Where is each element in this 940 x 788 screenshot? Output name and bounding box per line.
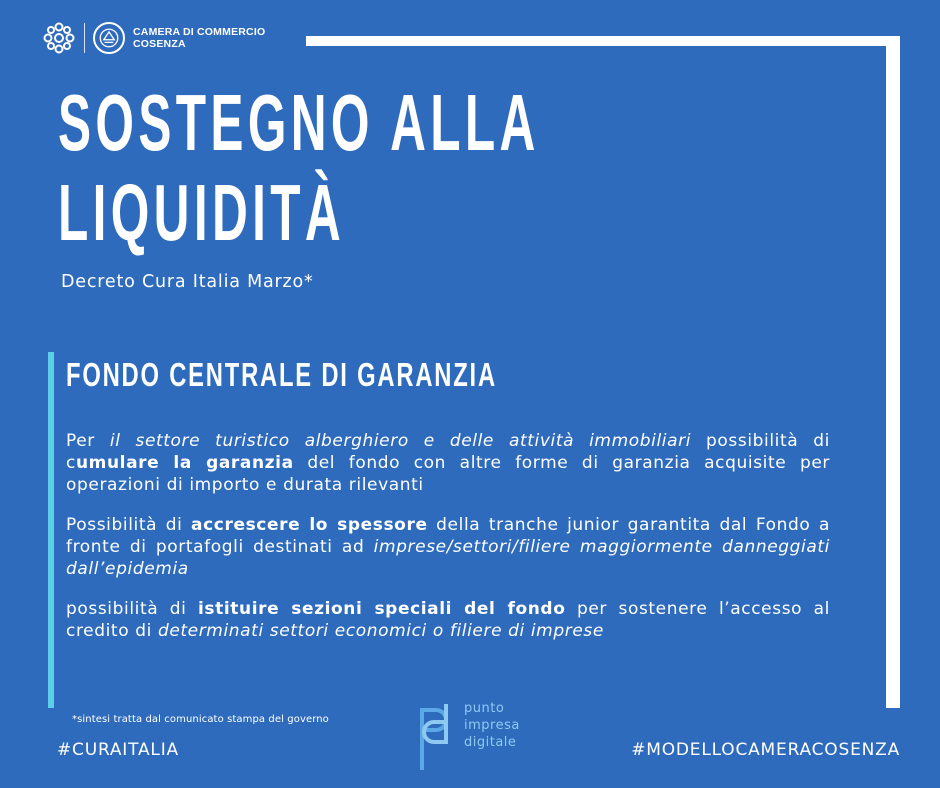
hashtag-curaitalia: #CURAITALIA	[57, 740, 179, 760]
paragraph-3	[66, 598, 830, 642]
paragraph-2	[66, 514, 830, 580]
pid-logo-icon	[416, 700, 454, 772]
title-line2: LIQUIDITÀ	[58, 168, 346, 257]
pid-logo	[416, 700, 520, 772]
seal-icon	[93, 22, 125, 54]
section-title: FONDO CENTRALE DI GARANZIA	[66, 356, 497, 393]
p2-bold: accrescere lo spessore	[191, 515, 428, 535]
frame-right-border	[886, 36, 900, 708]
paragraph-1	[66, 430, 830, 496]
section-body	[66, 430, 830, 660]
page-title	[58, 78, 678, 258]
p2-italic: imprese/settori/filiere maggiormente danneggiati dall’epidemia	[66, 537, 830, 579]
pid-line1: punto	[464, 701, 505, 716]
p2-text-a: Possibilità di	[66, 515, 192, 535]
logo-divider	[84, 23, 85, 53]
org-name	[133, 26, 265, 50]
accent-bar	[48, 352, 54, 708]
p1-text-a: Per	[66, 431, 110, 451]
frame-top-border	[306, 36, 900, 46]
p3-text-c: per sostenere l’accesso al credito di	[66, 599, 830, 641]
pid-text	[464, 700, 520, 751]
subtitle: Decreto Cura Italia Marzo*	[61, 272, 314, 292]
pid-line2: impresa	[464, 718, 520, 733]
pid-line3: digitale	[464, 735, 517, 750]
footnote: *sintesi tratta dal comunicato stampa del governo	[72, 714, 329, 725]
org-name-line2: COSENZA	[133, 38, 186, 50]
p3-italic: determinati settori economici o filiere di imprese	[157, 621, 604, 641]
p1-text-e: del fondo con altre forme di garanzia acquisite per operazioni di importo e durata rilevanti	[66, 453, 830, 495]
p1-italic: il settore turistico alberghiero e delle attività immobiliari	[109, 431, 692, 451]
title-line1: SOSTEGNO ALLA	[58, 78, 540, 167]
hashtag-modellocameracosenza: #MODELLOCAMERACOSENZA	[631, 740, 900, 760]
org-name-line1: CAMERA DI COMMERCIO	[133, 26, 266, 38]
chamber-logo-icon	[42, 21, 76, 55]
header-logo	[42, 20, 265, 56]
p3-bold: istituire sezioni speciali del fondo	[197, 599, 566, 619]
p2-text-c: della tranche junior garantita dal Fondo a fronte di portafogli destinati ad	[66, 515, 830, 557]
p1-text-c: possibilità di c	[66, 431, 830, 473]
p3-text-a: possibilità di	[66, 599, 198, 619]
p1-bold: umulare la garanzia	[75, 453, 294, 473]
